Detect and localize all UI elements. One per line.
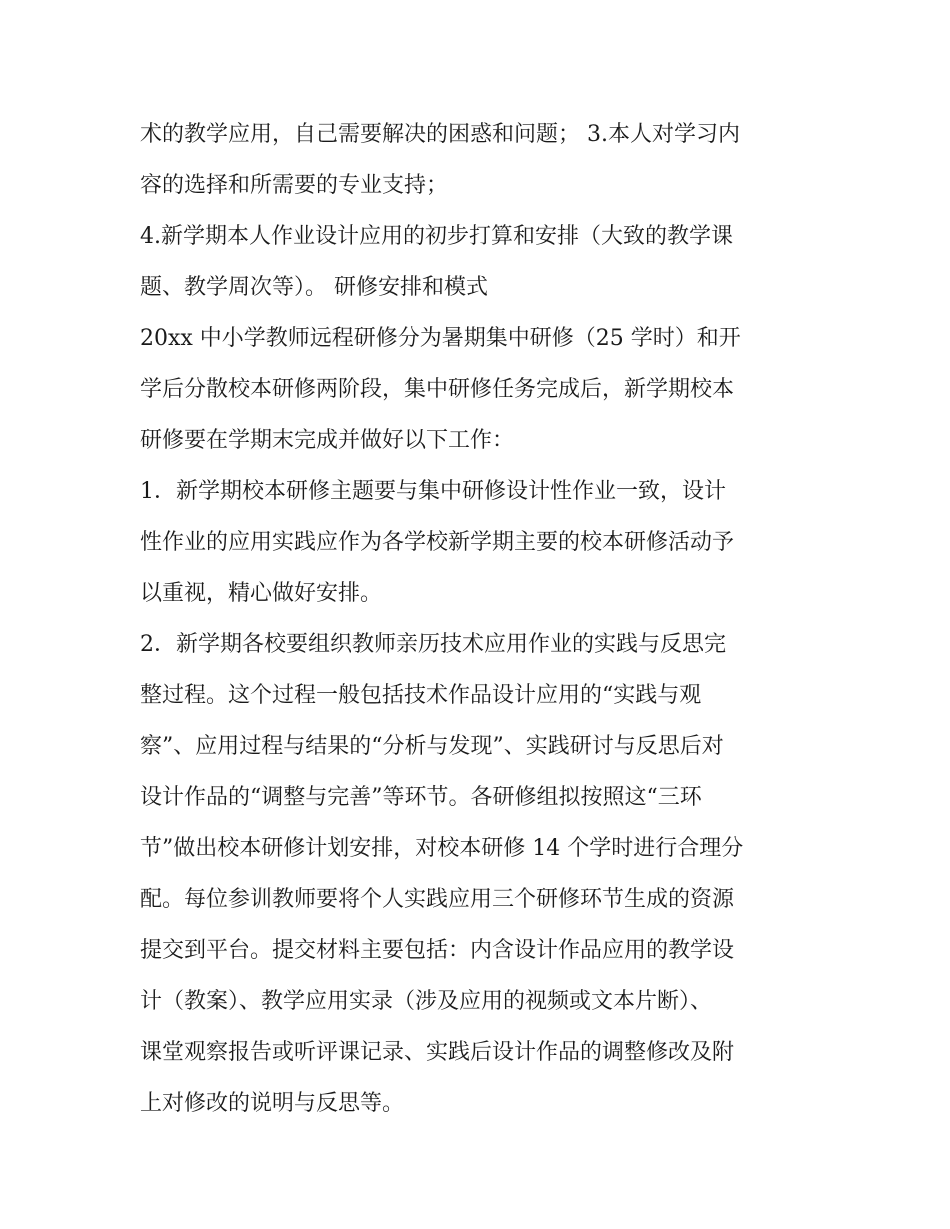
text-line: 2．新学期各校要组织教师亲历技术应用作业的实践与反思完	[140, 632, 726, 657]
body-text	[140, 109, 820, 1129]
text-line: 1．新学期校本研修主题要与集中研修设计性作业一致，设计	[140, 479, 726, 504]
text-line: 研修要在学期末完成并做好以下工作：	[140, 428, 515, 453]
text-line: 设计作品的“调整与完善”等环节。各研修组拟按照这“三环	[140, 785, 702, 810]
text-line: 配。每位参训教师要将个人实践应用三个研修环节生成的资源	[140, 887, 735, 912]
text-line: 题、教学周次等）。 研修安排和模式	[140, 275, 488, 300]
text-line: 20xx 中小学教师远程研修分为暑期集中研修（25 学时）和开	[140, 326, 741, 351]
text-line: 课堂观察报告或听评课记录、实践后设计作品的调整修改及附	[140, 1040, 735, 1065]
text-line: 察”、应用过程与结果的“分析与发现”、实践研讨与反思后对	[140, 734, 724, 759]
text-line: 学后分散校本研修两阶段，集中研修任务完成后，新学期校本	[140, 377, 735, 402]
text-line: 性作业的应用实践应作为各学校新学期主要的校本研修活动予	[140, 530, 735, 555]
text-line: 4.新学期本人作业设计应用的初步打算和安排（大致的教学课	[140, 224, 733, 249]
text-line: 上对修改的说明与反思等。	[140, 1091, 405, 1116]
text-line: 以重视，精心做好安排。	[140, 581, 383, 606]
text-line: 术的教学应用，自己需要解决的困惑和问题； 3.本人对学习内	[140, 122, 740, 147]
text-line: 提交到平台。提交材料主要包括：内含设计作品应用的教学设	[140, 938, 735, 963]
text-line: 容的选择和所需要的专业支持；	[140, 173, 449, 198]
text-line: 计（教案）、教学应用实录（涉及应用的视频或文本片断）、	[140, 989, 713, 1014]
text-line: 节”做出校本研修计划安排，对校本研修 14 个学时进行合理分	[140, 836, 744, 861]
text-line: 整过程。这个过程一般包括技术作品设计应用的“实践与观	[140, 683, 702, 708]
